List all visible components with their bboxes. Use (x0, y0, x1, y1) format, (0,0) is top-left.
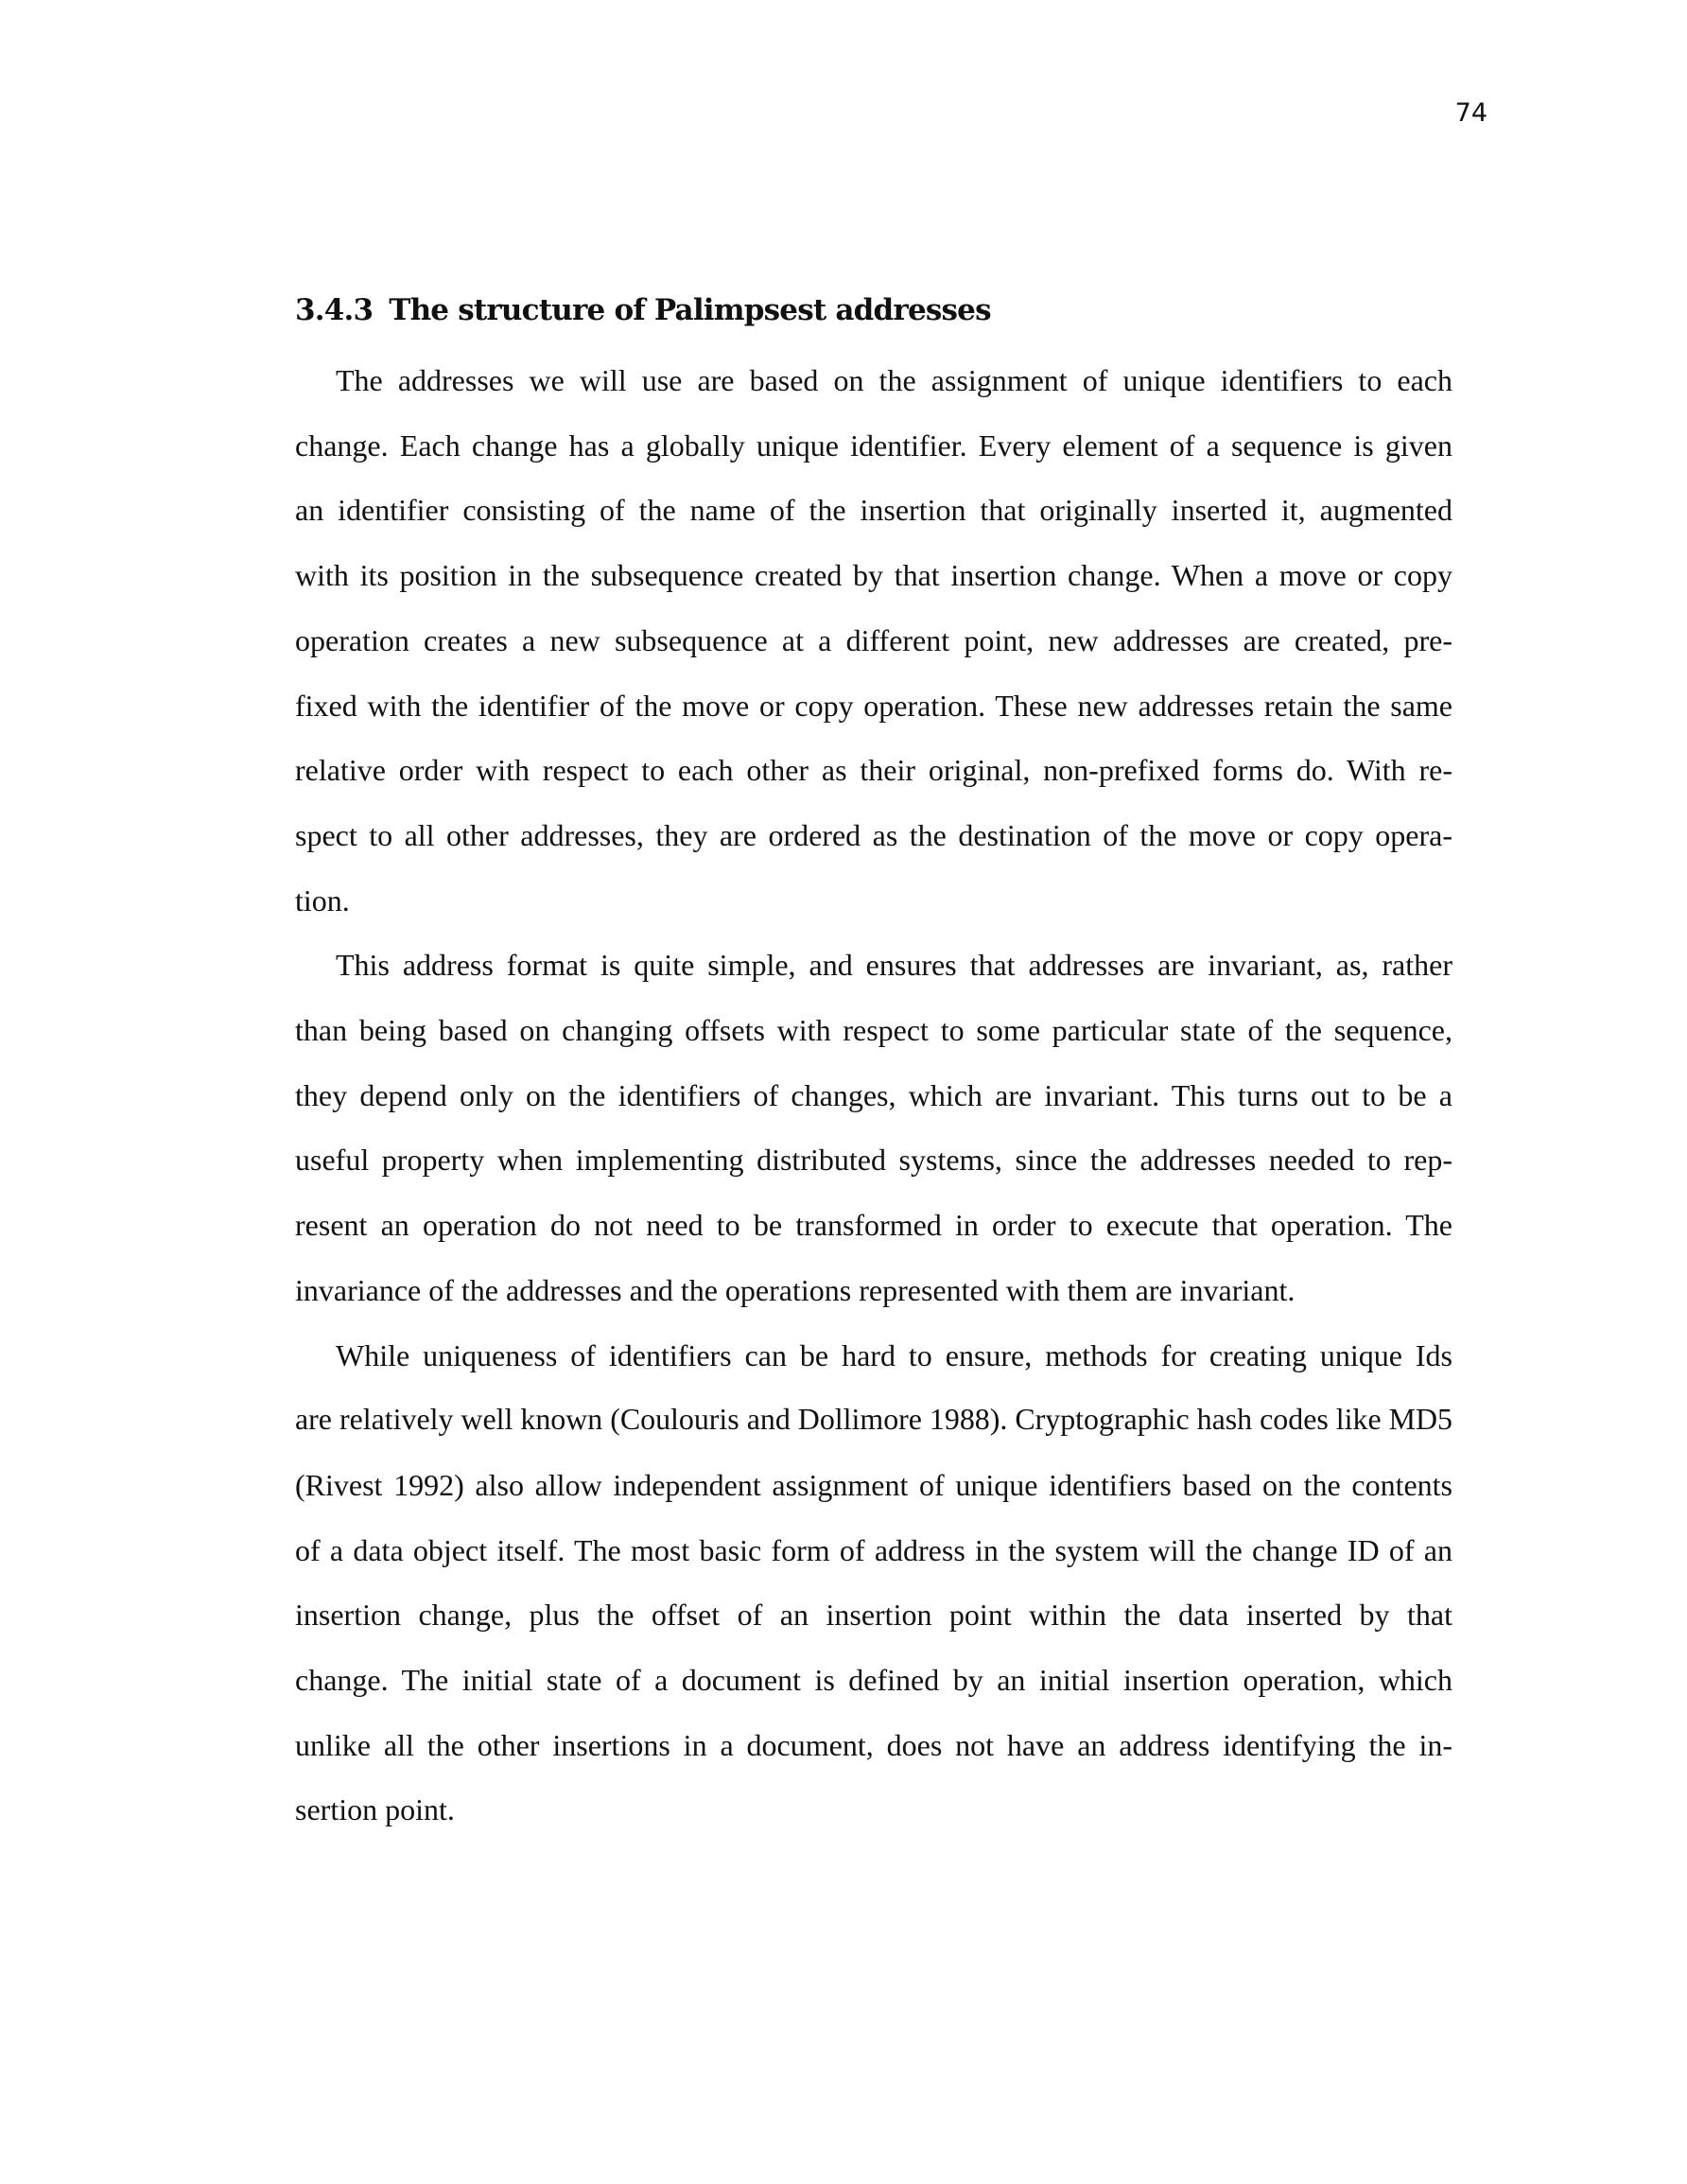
paragraph-line: tion. (295, 882, 350, 917)
paragraph-line: useful property when implementing distributed systems, since the addresses needed to rep- (295, 1143, 1452, 1178)
paragraph-line: with its position in the subsequence created by that insertion change. When a move or copy (295, 558, 1452, 593)
paragraph-line: they depend only on the identifiers of changes, which are invariant. This turns out to be a (295, 1077, 1452, 1112)
paragraph-line: than being based on changing offsets with respect to some particular state of the sequence, (295, 1013, 1452, 1047)
paragraph-line: The addresses we will use are based on the assignment of unique identifiers to each (336, 363, 1452, 397)
paragraph-line: are relatively well known (Coulouris and Dollimore 1988). Cryptographic hash codes like MD5 (295, 1403, 1452, 1437)
section-number: 3.4.3 (295, 293, 374, 327)
section-title: The structure of Palimpsest addresses (389, 293, 991, 327)
paragraph-line: relative order with respect to each other as their original, non-prefixed forms do. With re- (295, 753, 1452, 788)
page-number: 74 (1454, 98, 1487, 128)
paragraph-line: resent an operation do not need to be transformed in order to execute that operation. The (295, 1208, 1452, 1243)
paragraph-line: (Rivest 1992) also allow independent assignment of unique identifiers based on the contents (295, 1467, 1452, 1502)
paragraph-line: This address format is quite simple, and ensures that addresses are invariant, as, rather (336, 948, 1452, 983)
paragraph-line: fixed with the identifier of the move or copy operation. These new addresses retain the same (295, 688, 1452, 723)
paragraph-line: of a data object itself. The most basic form of address in the system will the change ID of an (295, 1532, 1452, 1567)
paragraph-line: insertion change, plus the offset of an insertion point within the data inserted by that (295, 1598, 1452, 1633)
paragraph-line: change. Each change has a globally unique identifier. Every element of a sequence is given (295, 428, 1452, 463)
paragraph-line: While uniqueness of identifiers can be hard to ensure, methods for creating unique Ids (336, 1337, 1452, 1372)
paragraph-line: spect to all other addresses, they are ordered as the destination of the move or copy opera- (295, 817, 1452, 852)
paragraph-line: invariance of the addresses and the operations represented with them are invariant. (295, 1272, 1296, 1307)
paragraph-line: operation creates a new subsequence at a different point, new addresses are created, pre- (295, 622, 1452, 657)
paragraph-line: change. The initial state of a document is defined by an initial insertion operation, which (295, 1663, 1452, 1697)
section-heading (295, 289, 991, 331)
paragraph-line: unlike all the other insertions in a document, does not have an address identifying the in- (295, 1727, 1452, 1762)
paragraph-line: sertion point. (295, 1792, 455, 1827)
paragraph-line: an identifier consisting of the name of the insertion that originally inserted it, augmented (295, 493, 1452, 528)
